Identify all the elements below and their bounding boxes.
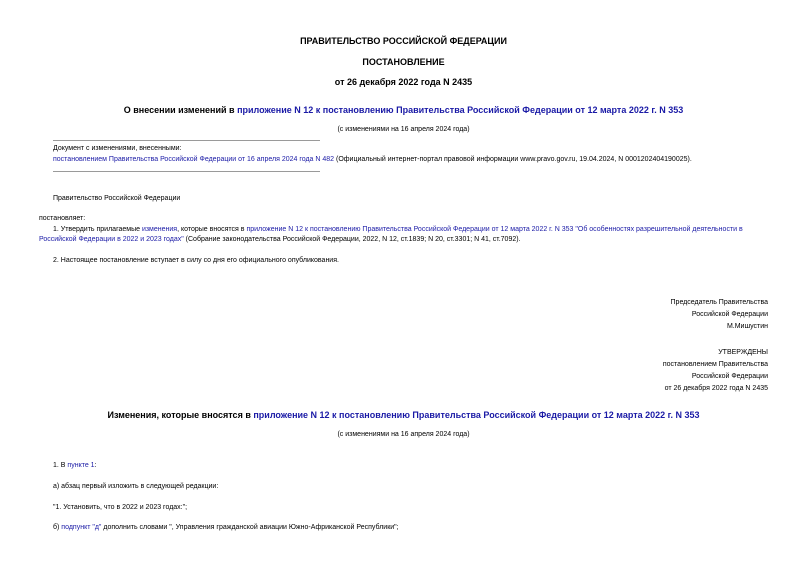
subpoint-d-link[interactable]: подпункт "д" [61,524,102,531]
approval-heading: УТВЕРЖДЕНЫ [718,349,768,356]
changes-item-1-colon: : [94,462,97,469]
amendment-status: (с изменениями на 16 апреля 2024 года) [337,126,470,133]
changes-item-b [53,523,399,533]
government-line: Правительство Российской Федерации [53,195,181,202]
changes-title-prefix: Изменения, которые вносятся в [107,410,254,420]
amendment-note-label: Документ с изменениями, внесенными: [53,145,182,152]
signature-title-country: Российской Федерации [691,311,768,318]
changes-title [0,410,807,420]
signature-name: М.Мишустин [726,323,768,330]
paragraph-1-text-c: (Собрание законодательства Российской Федерации, 2022, N 12, ст.1839; N 20, ст.3301; N 41, ст.7092). [183,236,521,243]
changes-title-link[interactable]: приложение N 12 к постановлению Правительства Российской Федерации от 12 марта 2022 г. N 353 [253,410,700,420]
changes-amendment-status: (с изменениями на 16 апреля 2024 года) [337,431,470,438]
document-title [0,105,807,115]
amendment-decree-link[interactable]: постановлением Правительства Российской Федерации от 16 апреля 2024 года N 482 [53,156,335,163]
approval-line-3: Российской Федерации [691,373,768,380]
point-1-link[interactable]: пункте 1 [67,462,95,469]
changes-item-1-text: 1. В [53,462,68,469]
paragraph-2: 2. Настоящее постановление вступает в силу со дня его официального опубликования. [53,257,339,264]
appendix-link[interactable]: приложение N 12 к постановлению Правительства Российской Федерации от 12 марта 2022 г. N 353 "Об особенностях разрешительной деятельности в [246,226,743,233]
paragraph-1-text-b: , которые вносятся в [177,226,247,233]
paragraph-1-text-a: 1. Утвердить прилагаемые [53,226,142,233]
document-title-prefix: О внесении изменений в [123,105,238,115]
changes-quote: "1. Установить, что в 2022 и 2023 годах:"; [53,504,188,511]
decrees-line: постановляет: [39,215,86,222]
changes-item-b-prefix: б) [53,524,62,531]
document-type: ПОСТАНОВЛЕНИЕ [362,57,445,67]
changes-item-a: а) абзац первый изложить в следующей редакции: [53,483,219,490]
document-title-link[interactable]: приложение N 12 к постановлению Правительства Российской Федерации от 12 марта 2022 г. N 353 [237,105,684,115]
document-date-number: от 26 декабря 2022 года N 2435 [334,77,473,87]
approval-line-4: от 26 декабря 2022 года N 2435 [664,385,768,392]
changes-item-1 [53,461,97,471]
changes-item-b-text: дополнить словами ", Управления гражданской авиации Южно-Африканской Республики"; [101,524,399,531]
divider-top [53,140,320,141]
paragraph-1 [53,225,743,235]
appendix-link-continued[interactable]: Российской Федерации в 2022 и 2023 годах" [39,236,184,243]
divider-bottom [53,171,320,172]
changes-link[interactable]: изменения [141,226,178,233]
amendment-note [53,155,692,165]
signature-block [671,297,768,333]
approval-block [663,347,768,395]
approval-line-2: постановлением Правительства [662,361,768,368]
paragraph-1-continued [39,235,521,245]
government-heading: ПРАВИТЕЛЬСТВО РОССИЙСКОЙ ФЕДЕРАЦИИ [300,36,507,46]
amendment-note-source: (Официальный интернет-портал правовой информации www.pravo.gov.ru, 19.04.2024, N 0001202404190025). [334,156,692,163]
signature-title: Председатель Правительства [670,299,768,306]
